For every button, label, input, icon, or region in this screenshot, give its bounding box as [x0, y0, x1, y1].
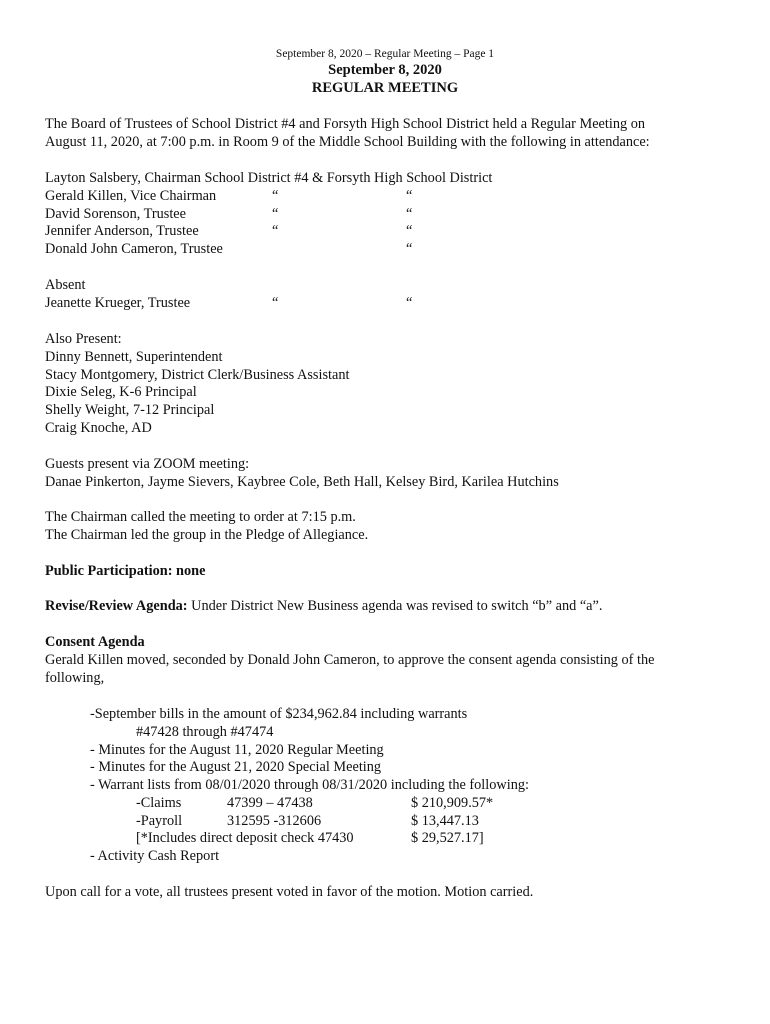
claims-label: -Claims	[136, 795, 182, 811]
intro-line-1: The Board of Trustees of School District #4 and Forsyth High School District held a Regular Meeting on	[45, 116, 646, 132]
payroll-label: -Payroll	[136, 813, 183, 829]
ditto-mark: “	[406, 295, 413, 311]
ditto-mark: “	[272, 188, 279, 204]
attendance-member-name: Gerald Killen, Vice Chairman	[45, 188, 217, 204]
also-present-person: Dinny Bennett, Superintendent	[45, 349, 223, 365]
warrant-lists: - Warrant lists from 08/01/2020 through 08/31/2020 including the following:	[90, 777, 529, 793]
guests-names: Danae Pinkerton, Jayme Sievers, Kaybree Cole, Beth Hall, Kelsey Bird, Karilea Hutchins	[45, 474, 559, 490]
title-meeting: REGULAR MEETING	[311, 80, 459, 96]
consent-motion-line-2: following,	[45, 670, 105, 686]
payroll-range: 312595 -312606	[227, 813, 322, 829]
running-header: September 8, 2020 – Regular Meeting – Page 1	[275, 48, 495, 60]
ditto-mark: “	[272, 206, 279, 222]
bills-line-2: #47428 through #47474	[136, 724, 274, 740]
public-participation: Public Participation: none	[45, 563, 206, 579]
payroll-amount: $ 13,447.13	[411, 813, 479, 829]
ditto-mark: “	[272, 223, 279, 239]
deposit-note: [*Includes direct deposit check 47430	[136, 830, 354, 846]
call-to-order: The Chairman called the meeting to order at 7:15 p.m.	[45, 509, 356, 525]
consent-agenda-heading: Consent Agenda	[45, 634, 145, 650]
ditto-mark: “	[406, 206, 413, 222]
absent-heading: Absent	[45, 277, 86, 293]
revise-review-text: Under District New Business agenda was revised to switch “b” and “a”.	[187, 598, 603, 614]
also-present-person: Craig Knoche, AD	[45, 420, 152, 436]
also-present-person: Stacy Montgomery, District Clerk/Business Assistant	[45, 367, 350, 383]
vote-result: Upon call for a vote, all trustees present voted in favor of the motion. Motion carried.	[45, 884, 534, 900]
attendance-member-name: Jennifer Anderson, Trustee	[45, 223, 199, 239]
also-present-heading: Also Present:	[45, 331, 122, 347]
ditto-mark: “	[272, 295, 279, 311]
ditto-mark: “	[406, 188, 413, 204]
pledge-line: The Chairman led the group in the Pledge of Allegiance.	[45, 527, 369, 543]
claims-range: 47399 – 47438	[227, 795, 313, 811]
attendance-member-name: David Sorenson, Trustee	[45, 206, 186, 222]
guests-heading: Guests present via ZOOM meeting:	[45, 456, 250, 472]
minutes-special: - Minutes for the August 21, 2020 Special Meeting	[90, 759, 382, 775]
title-date: September 8, 2020	[328, 62, 442, 78]
activity-cash-report: - Activity Cash Report	[90, 848, 220, 864]
attendance-chair: Layton Salsbery, Chairman School District #4 & Forsyth High School District	[45, 170, 493, 186]
consent-motion-line-1: Gerald Killen moved, seconded by Donald John Cameron, to approve the consent agenda consisting of the	[45, 652, 655, 668]
ditto-mark: “	[406, 223, 413, 239]
ditto-mark: “	[406, 241, 413, 257]
revise-review-label: Revise/Review Agenda:	[45, 598, 188, 614]
absent-member-name: Jeanette Krueger, Trustee	[45, 295, 191, 311]
also-present-person: Shelly Weight, 7-12 Principal	[45, 402, 215, 418]
deposit-amount: $ 29,527.17]	[411, 830, 484, 846]
intro-line-2: August 11, 2020, at 7:00 p.m. in Room 9 of the Middle School Building with the following in attendance:	[45, 134, 650, 150]
also-present-person: Dixie Seleg, K-6 Principal	[45, 384, 197, 400]
claims-amount: $ 210,909.57*	[411, 795, 494, 811]
bills-line-1: -September bills in the amount of $234,962.84 including warrants	[90, 706, 468, 722]
attendance-member-name: Donald John Cameron, Trustee	[45, 241, 223, 257]
revise-review-agenda	[45, 598, 602, 616]
minutes-regular: - Minutes for the August 11, 2020 Regular Meeting	[90, 742, 384, 758]
